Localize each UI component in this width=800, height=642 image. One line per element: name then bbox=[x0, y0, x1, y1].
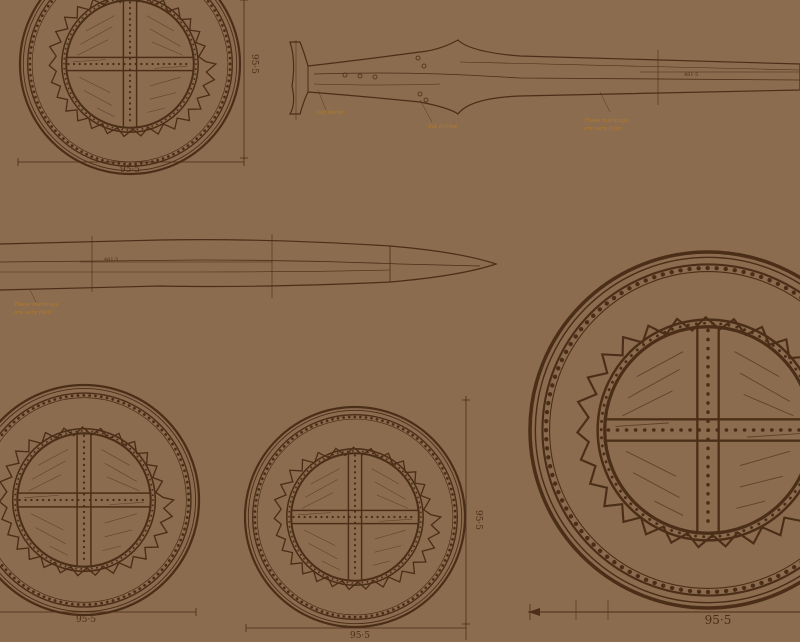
shield-bottom-middle bbox=[245, 396, 470, 640]
shield-top-left-width-label: 95·5 bbox=[119, 165, 141, 175]
sword-top-note-right-line2: are very faint bbox=[584, 126, 622, 132]
sword-top-note-right-line1: These markings bbox=[584, 118, 629, 124]
sword-top-note-left: Dot found bbox=[316, 110, 344, 116]
sword-top bbox=[290, 40, 800, 122]
sword-middle bbox=[0, 234, 496, 302]
shield-top-left bbox=[18, 0, 248, 174]
shield-right-large-width-label: 95·5 bbox=[704, 613, 732, 627]
sword-middle-length-label: 481·5 bbox=[104, 257, 119, 263]
shield-bottom-middle-width-label: 95·5 bbox=[349, 631, 371, 641]
shield-right-large bbox=[528, 252, 800, 620]
shield-bottom-middle-height-label: 95·5 bbox=[473, 509, 483, 531]
sword-top-length-label: 481·5 bbox=[684, 72, 699, 78]
shield-top-left-height-label: 95·5 bbox=[249, 53, 259, 75]
shield-bottom-left bbox=[0, 385, 199, 616]
sword-middle-note-line2: are very faint bbox=[14, 310, 52, 316]
sword-top-note-mid: not drilled bbox=[428, 124, 458, 130]
shield-bottom-left-width-label: 95·5 bbox=[76, 615, 97, 625]
sword-middle-note-line1: These markings bbox=[14, 302, 59, 308]
